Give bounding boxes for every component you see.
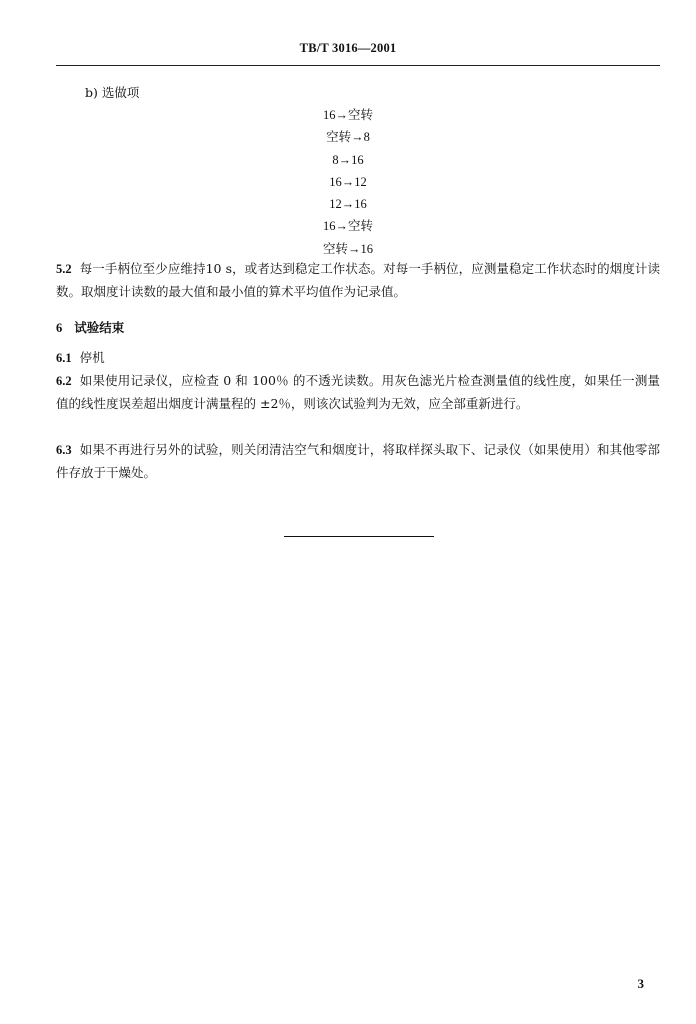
sequence-step: 16→空转 [322, 108, 373, 122]
clause-text: 每一手柄位至少应维持10 s，或者达到稳定工作状态。对每一手柄位，应测量稳定工作状态时的烟度计读数。取烟度计读数的最大值和最小值的算术平均值作为记录值。 [56, 261, 660, 299]
sequence-step: 12→16 [329, 197, 367, 212]
clause-number: 6.3 [56, 443, 72, 457]
clause-6-2 [56, 370, 660, 416]
sequence-step: 8→16 [332, 152, 364, 167]
page-number: 3 [637, 976, 644, 991]
clause-number: 6.1 [56, 351, 72, 365]
standard-code-header: TB/T 3016—2001 [299, 41, 397, 55]
clause-number: 6.2 [56, 374, 72, 388]
clause-text: 如果不再进行另外的试验，则关闭清洁空气和烟度计，将取样探头取下、记录仪（如果使用）和其他零部件存放于干燥处。 [56, 442, 660, 480]
clause-number: 5.2 [56, 262, 72, 276]
sequence-step: 空转→16 [322, 241, 373, 256]
lever-position-sequence [0, 104, 696, 260]
sequence-step: 16→空转 [322, 219, 373, 234]
clause-text: 如果使用记录仪，应检查 0 和 100％ 的不透光读数。用灰色滤光片检查测量值的线性度，如果任一测量值的线性度误差超出烟度计满量程的 ±2％，则该次试验判为无效，应全部重新进行。 [56, 373, 660, 411]
section-number: 6 [56, 321, 63, 335]
section-title: 试验结束 [74, 320, 125, 335]
clause-6-3 [56, 439, 660, 485]
end-of-document-rule [284, 536, 434, 537]
sequence-step: 16→12 [329, 174, 367, 189]
optional-items-label: b) 选做项 [85, 85, 140, 100]
clause-5-2 [56, 258, 660, 304]
section-6-heading [56, 318, 124, 336]
clause-text: 停机 [79, 350, 105, 365]
clause-6-1 [56, 347, 660, 370]
sequence-step: 空转→8 [326, 130, 370, 145]
header-rule [56, 65, 660, 66]
